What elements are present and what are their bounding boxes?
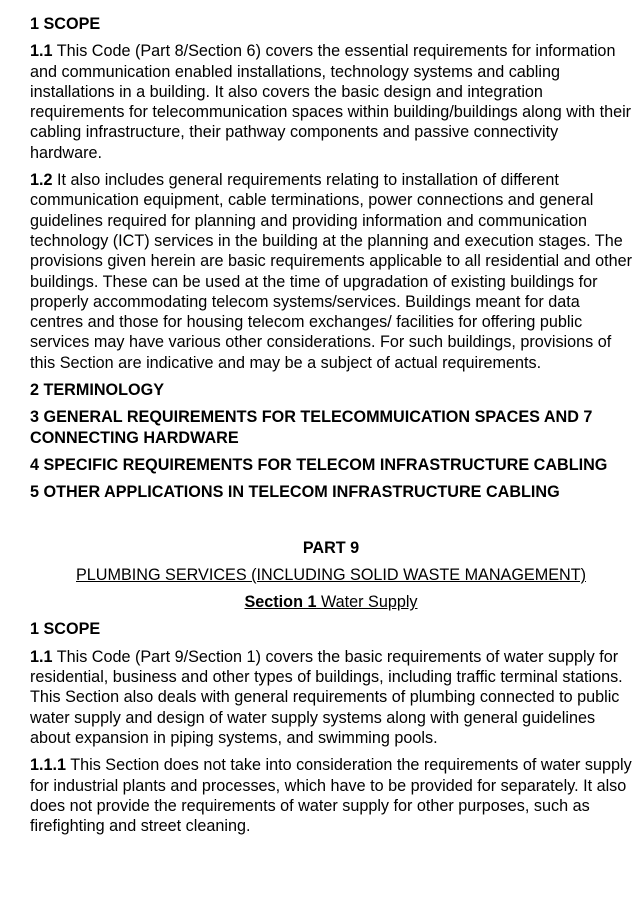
clause-text: This Code (Part 9/Section 1) covers the basic requirements of water supply for residential, business and other types of buildings, including traffic terminal stations. This Section also deals with general requirements of plumbing connected to public water supply and design of water supply systems along with general guidelines about expansion in piping systems, and swimming pools. [30, 647, 623, 747]
scope-heading-part9: 1 SCOPE [30, 620, 101, 639]
clause-number: 1.2 [30, 171, 53, 190]
section-spacer [30, 510, 632, 538]
terminology-heading: 2 TERMINOLOGY [30, 381, 165, 400]
document-page [30, 14, 632, 843]
part-subtitle: PLUMBING SERVICES (INCLUDING SOLID WASTE MANAGEMENT) [76, 565, 586, 584]
clause-number: 1.1 [30, 42, 53, 61]
specific-requirements-heading: 4 SPECIFIC REQUIREMENTS FOR TELECOM INFRASTRUCTURE CABLING [30, 455, 608, 474]
clause-1-1-part9 [30, 647, 632, 748]
part-title: PART 9 [302, 538, 360, 557]
scope-heading: 1 SCOPE [30, 15, 101, 33]
clause-1-1 [30, 41, 632, 163]
section-title [30, 592, 632, 612]
clause-text: This Code (Part 8/Section 6) covers the essential requirements for information and communication enabled installations, technology systems and cabling installations in a building. It also covers the basic design and integration requirements for telecommunication spaces within building/buildings along with their cabling infrastructure, their pathway components and passive connectivity hardware. [30, 42, 632, 162]
section-label: Section 1 [244, 593, 317, 612]
clause-1-2 [30, 170, 632, 373]
other-applications-heading: 5 OTHER APPLICATIONS IN TELECOM INFRASTRUCTURE CABLING [30, 483, 560, 502]
clause-number: 1.1.1 [30, 756, 67, 775]
clause-1-1-1-part9 [30, 755, 632, 836]
section-name: Water Supply [316, 593, 418, 612]
general-requirements-heading: 3 GENERAL REQUIREMENTS FOR TELECOMMUICATION SPACES AND 7 CONNECTING HARDWARE [30, 408, 593, 447]
clause-number: 1.1 [30, 647, 53, 666]
clause-text: It also includes general requirements relating to installation of different communication equipment, cable terminations, power connections and general guidelines required for planning and providing information and communication technology (ICT) services in the building at the planning and execution stages. The provisions given herein are basic requirements applicable to all residential and other buildings. These can be used at the time of upgradation of existing buildings for properly accommodating telecom systems/services. Buildings meant for data centres and those for housing telecom exchanges/ facilities for offering public services may have various other considerations. For such buildings, provisions of this Section are indicative and may be a subject of actual requirements. [30, 171, 632, 372]
clause-text: This Section does not take into consideration the requirements of water supply for industrial plants and processes, which have to be provided for separately. It also does not provide the requirements of water supply for other purposes, such as firefighting and street cleaning. [30, 756, 632, 836]
